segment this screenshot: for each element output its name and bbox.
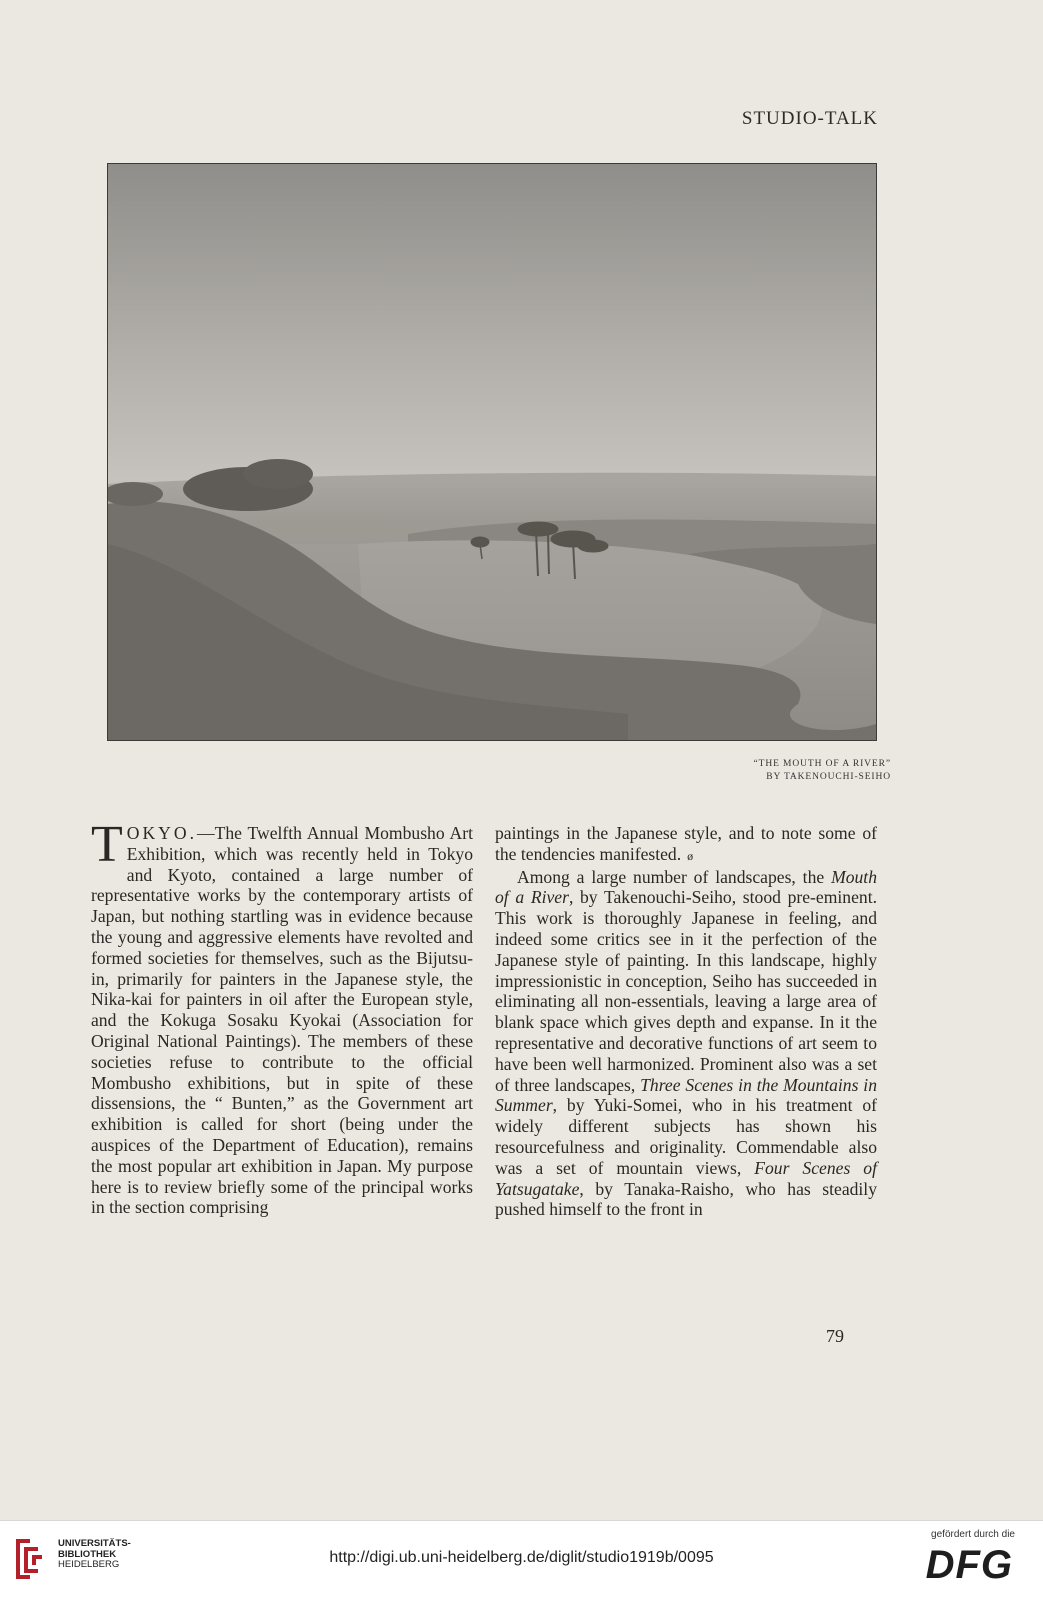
library-line-1: UNIVERSITÄTS- [58, 1538, 131, 1549]
plate-caption [754, 758, 892, 784]
continued-text: paintings in the Japanese style, and to note some of the tendencies manifested. [495, 823, 877, 864]
landscape-painting-image [108, 164, 876, 740]
article-paragraph-2 [495, 867, 877, 1221]
text-column-right [495, 823, 877, 1220]
lead-word: OKYO. [126, 823, 197, 843]
artwork-title-three-scenes: Three Scenes in the Mountains in Summer [495, 1074, 877, 1116]
article-paragraph-1-continued [495, 823, 877, 867]
library-line-2: BIBLIOTHEK [58, 1548, 117, 1560]
digitization-footer [0, 1520, 1043, 1599]
text-column-left [91, 816, 473, 1218]
permalink-url[interactable]: http://digi.ub.uni-heidelberg.de/diglit/studio1919b/0095 [329, 1549, 714, 1566]
paragraph-1-text: —The Twelfth Annual Mombusho Art Exhibition, which was recently held in Tokyo and Kyoto, contained a large number of representative works by the contemporary artists of Japan, but nothing startling was in evidence because the young and aggressive elements have revolted and formed societies for themselves, such as the Bijutsu-in, primarily for painters in the Japanese style, the Nika-kai for painters in oil after the European style, and the Kokuga Sosaku Kyokai (Association for Original National Paintings). The members of these societies refuse to contribute to the official Mombusho exhibitions, but in spite of these dissensions, the “ Bunten,” as the Government art exhibition is called for short (being under the auspices of the Department of Education), remains the most popular art exhibition in Japan. My purpose here is to review briefly some of the principal works in the section comprising [91, 823, 473, 1218]
funding-note: gefördert durch die [931, 1529, 1015, 1540]
drop-cap: T [91, 816, 123, 873]
para2-text-a: Among a large number of landscapes, the [517, 866, 832, 887]
tree-cluster-left-2 [243, 459, 313, 489]
dfg-logo: DFG [925, 1543, 1013, 1587]
caption-title: “THE MOUTH OF A RIVER” [753, 759, 891, 769]
paragraph-ornament: ø [687, 848, 694, 863]
running-head: STUDIO-TALK [741, 108, 878, 129]
library-line-3: HEIDELBERG [58, 1559, 120, 1570]
artwork-title-mouth-of-a-river: Mouth of a River [495, 866, 877, 908]
painting-plate [107, 163, 877, 741]
page-number: 79 [826, 1326, 844, 1346]
artwork-title-four-scenes: Four Scenes of Yatsugatake [495, 1157, 877, 1199]
para2-text-c: , by Yuki-Somei, who in his treatment of widely different subjects has shown his resourcefulness and originality. Commendable also was a set of mountain views, [495, 1095, 877, 1178]
caption-artist: BY TAKENOUCHI-SEIHO [766, 772, 891, 782]
para2-text-b: , by Takenouchi-Seiho, stood pre-eminent. This work is thoroughly Japanese in feeling, and indeed some critics see in it the perfection of the Japanese style of painting. In this landscape, highly impressionistic in conception, Seiho has succeeded in eliminating all non-essentials, leaving a large area of blank space which gives depth and expanse. In it the representative and decorative functions of art seem to have been well harmonized. Prominent also was a set of three landscapes, [495, 887, 877, 1095]
para2-text-d: , by Tanaka-Raisho, who has steadily pushed himself to the front in [495, 1178, 877, 1220]
article-paragraph-1 [91, 816, 473, 1218]
